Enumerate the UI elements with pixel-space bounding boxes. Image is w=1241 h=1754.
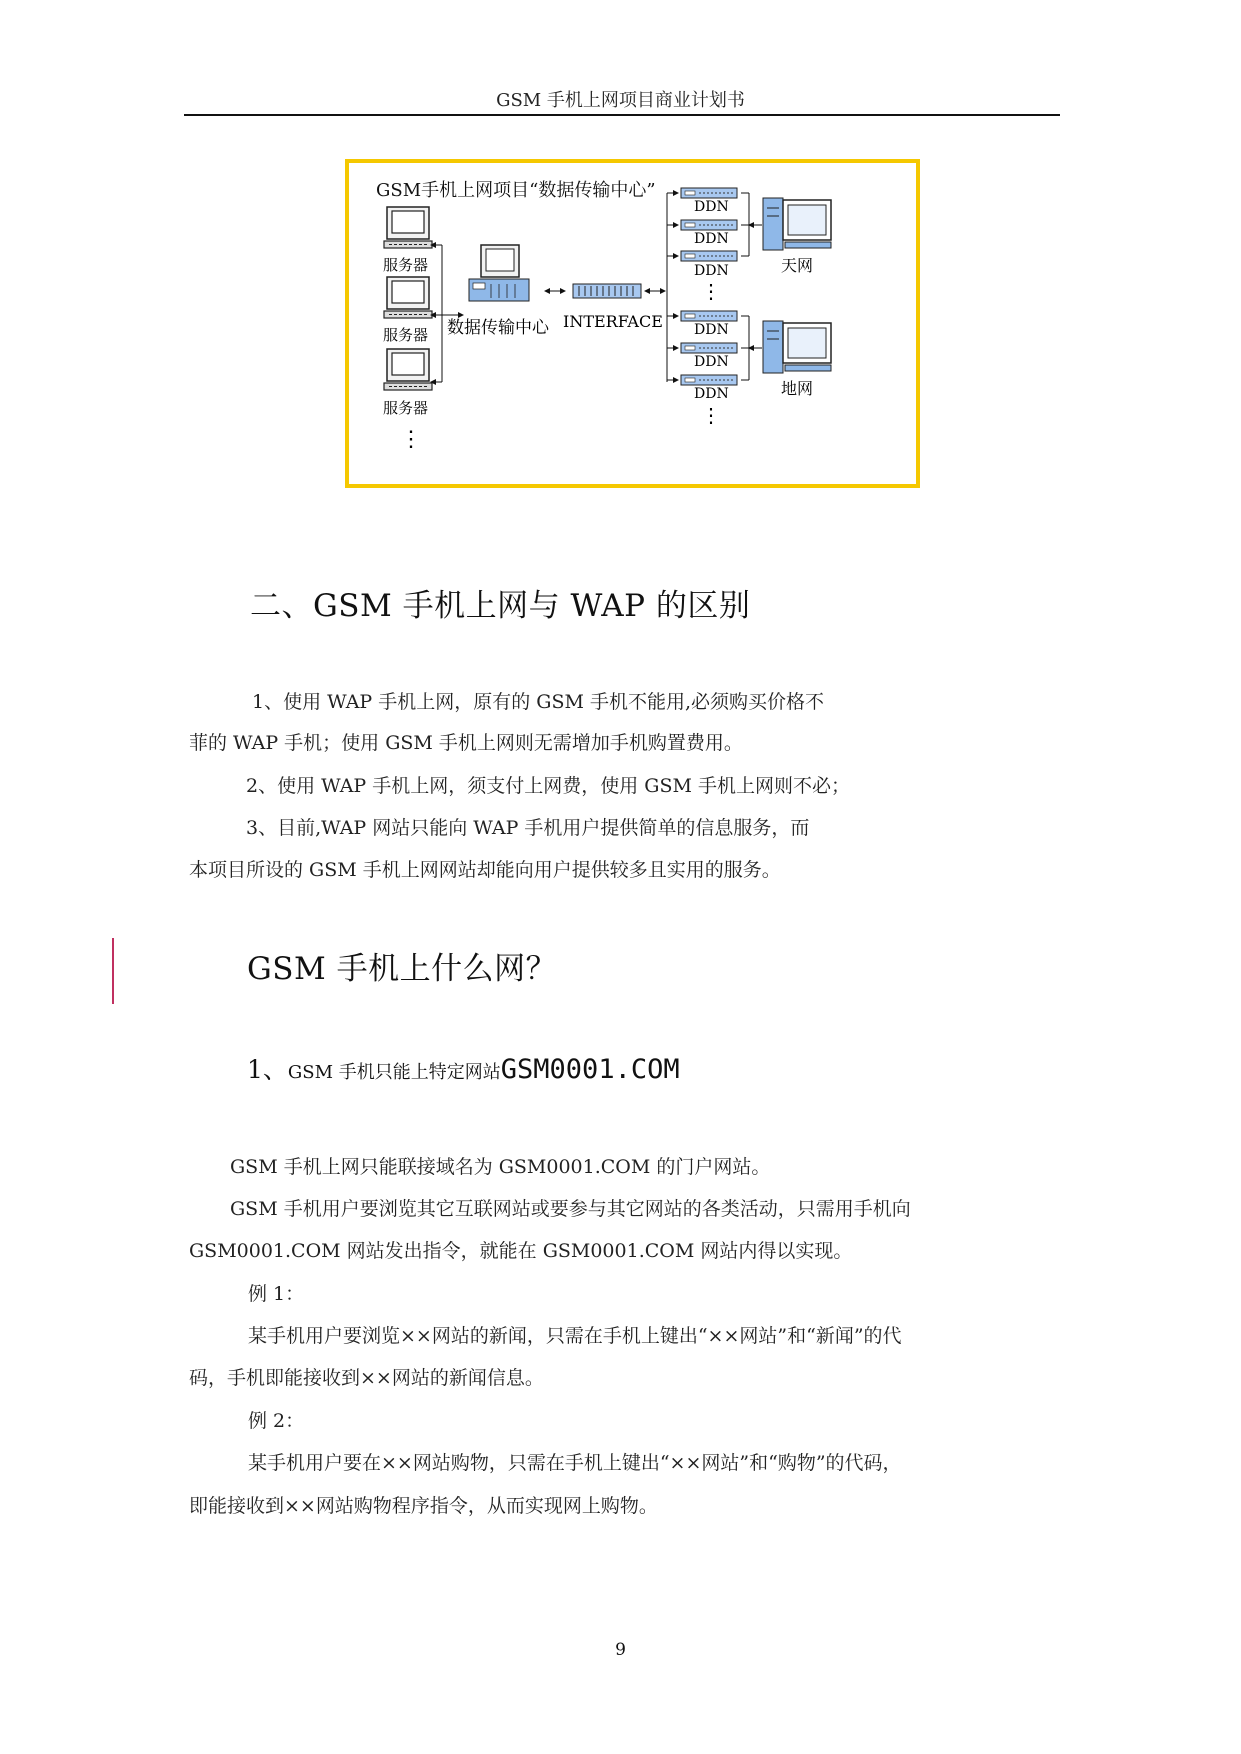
- network-diagram-svg: [349, 163, 916, 484]
- example-1-label: 例 1：: [248, 1283, 305, 1305]
- ddn-label-2: DDN: [694, 231, 729, 247]
- subheading-text: GSM 手机只能上特定网站: [287, 1062, 501, 1083]
- ddn-ellipsis-upper: ⋮: [701, 279, 721, 303]
- server-label-2: 服务器: [383, 326, 429, 344]
- example-2-line-1: 某手机用户要在××网站购物，只需在手机上键出“××网站”和“购物”的代码，: [248, 1452, 902, 1474]
- ground-net-node: [763, 321, 831, 398]
- section2-paragraph-1-line-2: 菲的 WAP 手机；使用 GSM 手机上网则无需增加手机购置费用。: [189, 732, 743, 754]
- ddn-label-6: DDN: [694, 386, 729, 402]
- server-node-1: [383, 207, 432, 274]
- page-header-title: GSM 手机上网项目商业计划书: [496, 90, 745, 111]
- section3-heading: GSM 手机上什么网？: [247, 951, 558, 987]
- server-node-2: [383, 277, 432, 344]
- subheading-domain: GSM0001.COM: [500, 1054, 680, 1085]
- ddn-node-4: [667, 311, 737, 338]
- section2-paragraph-2: 2、使用 WAP 手机上网，须支付上网费，使用 GSM 手机上网则不必；: [246, 775, 850, 797]
- ddn-node-3: [667, 251, 737, 279]
- page-number: 9: [615, 1640, 626, 1660]
- section3-paragraph-2-line-1: GSM 手机用户要浏览其它互联网站或要参与其它网站的各类活动，只需用手机向: [230, 1198, 911, 1220]
- diagram-title: GSM手机上网项目“数据传输中心”: [376, 180, 656, 201]
- section3-paragraph-2-line-2: GSM0001.COM 网站发出指令，就能在 GSM0001.COM 网站内得以实现。: [189, 1240, 853, 1262]
- ground-net-label: 地网: [781, 379, 814, 398]
- network-diagram: [345, 159, 920, 488]
- margin-change-bar: [112, 938, 114, 1004]
- subheading-number: 1、: [247, 1055, 288, 1084]
- example-1-line-2: 码，手机即能接收到××网站的新闻信息。: [189, 1367, 544, 1389]
- data-center-node: [447, 245, 550, 338]
- interface-label: INTERFACE: [563, 312, 663, 331]
- sky-net-node: [763, 198, 831, 275]
- example-2-label: 例 2：: [248, 1410, 305, 1432]
- example-1-line-1: 某手机用户要浏览××网站的新闻，只需在手机上键出“××网站”和“新闻”的代: [248, 1325, 902, 1347]
- ddn-label-5: DDN: [694, 354, 729, 370]
- header-rule: [184, 114, 1060, 116]
- ddn-label-3: DDN: [694, 263, 729, 279]
- example-2-line-2: 即能接收到××网站购物程序指令，从而实现网上购物。: [189, 1495, 658, 1517]
- ddn-label-4: DDN: [694, 322, 729, 338]
- ddn-node-1: [667, 188, 737, 215]
- server-node-3: [383, 349, 432, 417]
- section3-subheading: [247, 1050, 680, 1086]
- section2-paragraph-1-line-1: 1、使用 WAP 手机上网，原有的 GSM 手机不能用,必须购买价格不: [252, 691, 825, 713]
- ddn-node-6: [667, 375, 737, 402]
- ddn-label-1: DDN: [694, 199, 729, 215]
- server-label-3: 服务器: [383, 399, 429, 417]
- ddn-ellipsis-lower: ⋮: [701, 403, 721, 427]
- ddn-node-2: [667, 220, 737, 247]
- sky-net-label: 天网: [781, 256, 814, 275]
- section2-paragraph-3-line-1: 3、目前,WAP 网站只能向 WAP 手机用户提供简单的信息服务，而: [246, 817, 810, 839]
- server-ellipsis: ⋮: [400, 427, 422, 452]
- server-label-1: 服务器: [383, 256, 429, 274]
- section2-paragraph-3-line-2: 本项目所设的 GSM 手机上网网站却能向用户提供较多且实用的服务。: [189, 859, 781, 881]
- data-center-label: 数据传输中心: [447, 318, 549, 338]
- section3-paragraph-1: GSM 手机上网只能联接域名为 GSM0001.COM 的门户网站。: [230, 1156, 771, 1178]
- ddn-node-5: [667, 343, 737, 370]
- section2-heading: 二、GSM 手机上网与 WAP 的区别: [250, 588, 751, 624]
